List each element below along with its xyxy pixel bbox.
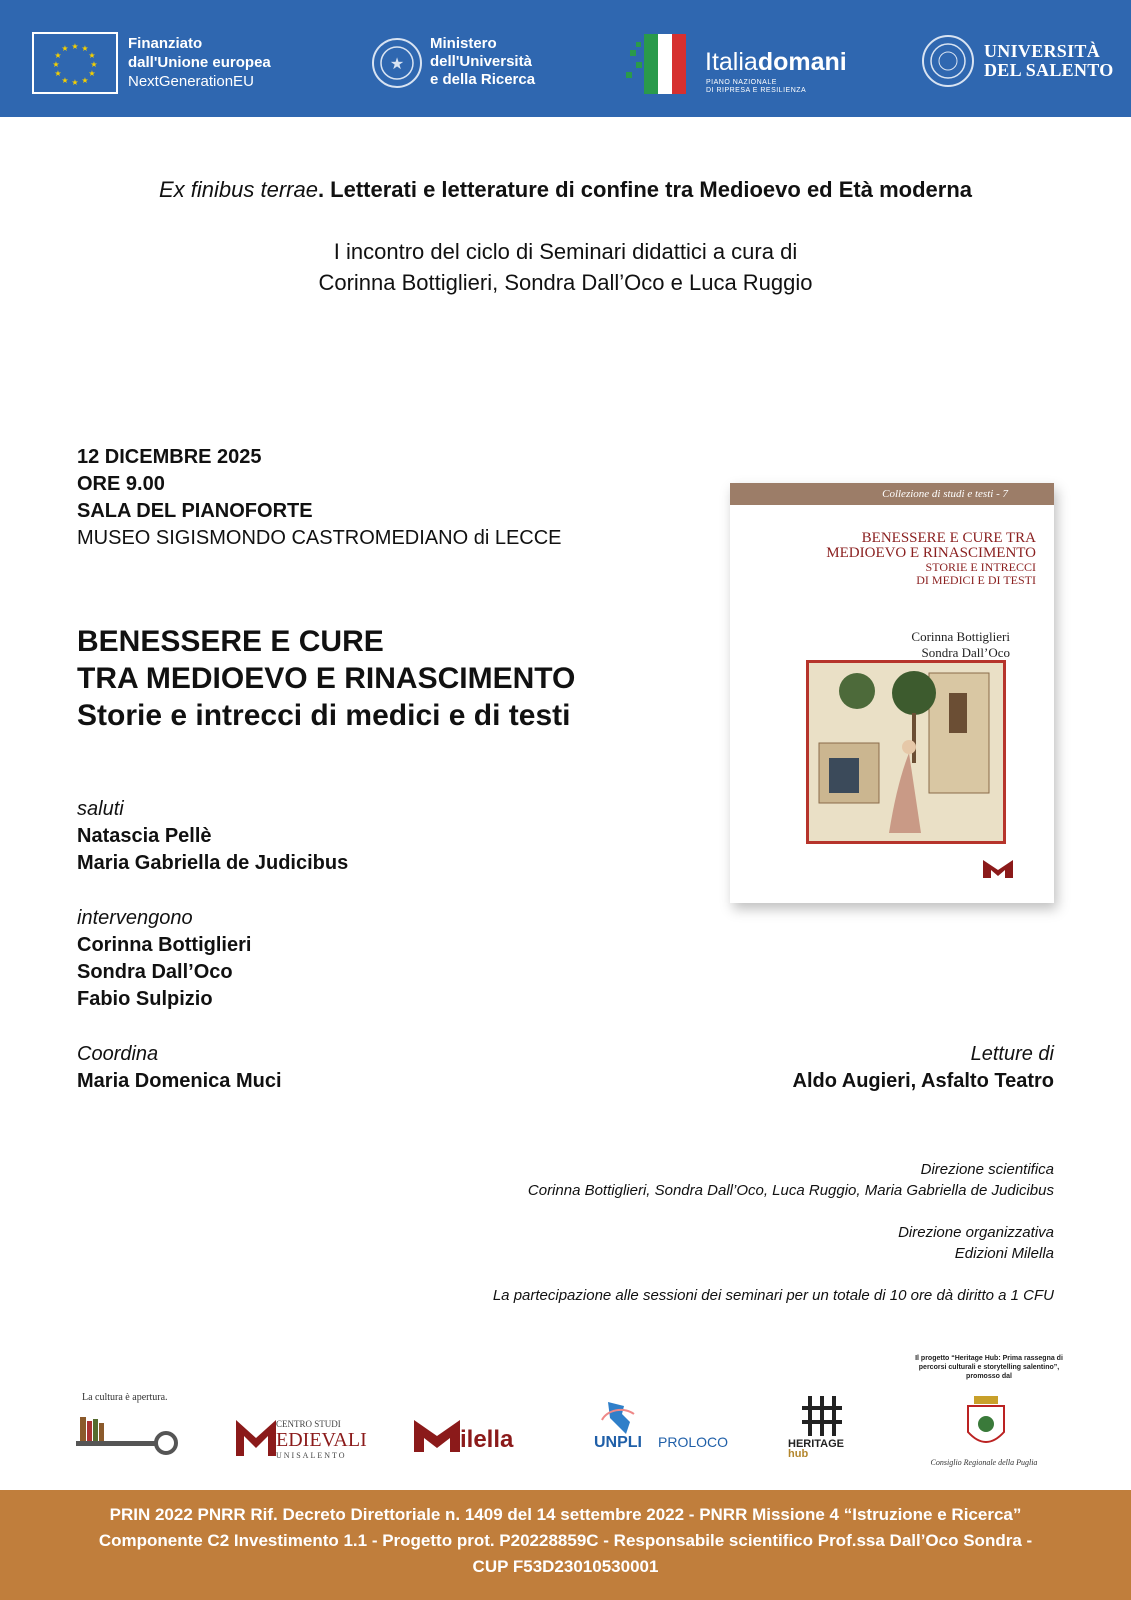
- mur-line3: e della Ricerca: [430, 71, 536, 88]
- event-venue: MUSEO SIGISMONDO CASTROMEDIANO di LECCE: [77, 527, 562, 549]
- italiadomani-title: [705, 48, 847, 77]
- svg-text:★: ★: [88, 69, 96, 78]
- organizational-direction-label: Direzione organizzativa: [898, 1224, 1054, 1241]
- italiadomani-suffix: domani: [757, 48, 847, 76]
- italiadomani-prefix: Italia: [705, 48, 758, 76]
- italiadomani-sub1: PIANO NAZIONALE: [706, 79, 777, 86]
- svg-text:★: ★: [61, 44, 69, 53]
- title-italic: Ex finibus terrae: [158, 177, 318, 202]
- unisalento-line2: DEL SALENTO: [984, 60, 1114, 80]
- svg-text:★: ★: [61, 76, 69, 85]
- scientific-direction-label: Direzione scientifica: [920, 1161, 1054, 1178]
- svg-text:★: ★: [71, 78, 79, 87]
- seminar-cycle-title: [0, 177, 1131, 203]
- footer-line3: CUP F53D23010530001: [472, 1557, 659, 1576]
- svg-text:★: ★: [52, 60, 60, 69]
- regione-name: Consiglio Regionale della Puglia: [930, 1458, 1038, 1467]
- svg-text:★: ★: [81, 76, 89, 85]
- cycle-subtitle-line1: I incontro del ciclo di Seminari didattici a cura di: [333, 239, 798, 264]
- unisalento-seal-icon: [922, 35, 974, 87]
- medievali-line3: UNISALENTO: [276, 1451, 347, 1460]
- regione-project-note: Il progetto “Heritage Hub: Prima rassegna di percorsi culturali e storytelling salentino”, promosso dal: [915, 1355, 1063, 1380]
- mur-line2: dell'Università: [430, 53, 532, 70]
- cover-title4: DI MEDICI E DI TESTI: [916, 573, 1036, 587]
- event-time: ORE 9.00: [77, 473, 165, 495]
- heritage-hub-icon: [800, 1396, 846, 1441]
- cover-author1: Corinna Bottiglieri: [911, 629, 1010, 644]
- medievali-text: [276, 1418, 367, 1462]
- italiadomani-mark-icon: [622, 28, 694, 100]
- unisalento-line1: UNIVERSITÀ: [984, 41, 1101, 61]
- italiadomani-sub2: DI RIPRESA E RESILIENZA: [706, 87, 807, 94]
- cover-title1: BENESSERE E CURE TRA: [861, 530, 1036, 546]
- book-cover-illustration: [806, 660, 1006, 844]
- event-details: [77, 444, 562, 552]
- eu-line3: NextGenerationEU: [128, 73, 254, 90]
- key-logo-icon: [76, 1413, 180, 1462]
- svg-text:★: ★: [389, 54, 405, 73]
- unisalento-logo-text: [984, 42, 1114, 80]
- svg-text:★: ★: [90, 60, 98, 69]
- book-title-line1: BENESSERE E CURE: [77, 625, 384, 658]
- speaker-name: Sondra Dall’Oco: [77, 961, 233, 983]
- coordina-label: Coordina: [77, 1043, 159, 1065]
- medievali-line1: CENTRO STUDI: [276, 1419, 341, 1429]
- saluti-label: saluti: [77, 798, 124, 820]
- book-title-line3: Storie e intrecci di medici e di testi: [77, 699, 571, 732]
- saluti-section: [77, 796, 348, 877]
- heritage-text: [788, 1438, 844, 1459]
- funding-footer: [0, 1490, 1131, 1600]
- header-band: [0, 0, 1131, 117]
- milella-book-logo-icon: [983, 858, 1013, 883]
- book-cover-authors: [730, 629, 1010, 661]
- letture-section: [654, 1041, 1054, 1095]
- book-series-band: [730, 483, 1054, 505]
- letture-label: Letture di: [970, 1043, 1054, 1065]
- cover-title2: MEDIOEVO E RINASCIMENTO: [826, 545, 1036, 561]
- speaker-name: Corinna Bottiglieri: [77, 934, 252, 956]
- svg-text:★: ★: [81, 44, 89, 53]
- title-rest: . Letterati e letterature di confine tra Medioevo ed Età moderna: [317, 177, 972, 202]
- medievali-line2: EDIEVALI: [276, 1429, 367, 1451]
- unpli-text: UNPLI: [594, 1434, 642, 1451]
- svg-text:★: ★: [71, 42, 79, 51]
- heritage-line1: HERITAGE: [788, 1438, 845, 1450]
- milella-logo-text: ilella: [460, 1426, 514, 1453]
- eu-line2: dall'Unione europea: [128, 54, 271, 71]
- intervengono-label: intervengono: [77, 907, 193, 929]
- saluti-name: Maria Gabriella de Judicibus: [77, 852, 349, 874]
- medievali-logo: [236, 1416, 276, 1461]
- italiadomani-subtitle: [706, 79, 806, 95]
- intervengono-section: [77, 905, 251, 1013]
- speaker-name: Fabio Sulpizio: [77, 988, 213, 1010]
- footer-line1: PRIN 2022 PNRR Rif. Decreto Direttoriale n. 1409 del 14 settembre 2022 - PNRR Missione 4 “Istruzione e Ricerca”: [109, 1505, 1022, 1524]
- coordinator-name: Maria Domenica Muci: [77, 1070, 282, 1092]
- eu-line1: Finanziato: [128, 35, 203, 52]
- cover-title3: STORIE E INTRECCI: [925, 560, 1036, 574]
- organizational-direction-name: Edizioni Milella: [954, 1245, 1054, 1262]
- event-date: 12 DICEMBRE 2025: [77, 446, 262, 468]
- cover-author2: Sondra Dall’Oco: [921, 645, 1010, 660]
- book-title-line2: TRA MEDIOEVO E RINASCIMENTO: [77, 662, 576, 695]
- event-room: SALA DEL PIANOFORTE: [77, 500, 313, 522]
- puglia-shield-icon: [964, 1396, 1008, 1457]
- mur-emblem-icon: [372, 38, 422, 88]
- proloco-text: PROLOCO: [658, 1434, 729, 1450]
- svg-text:★: ★: [54, 51, 62, 60]
- book-cover: [730, 483, 1054, 903]
- letture-name: Aldo Augieri, Asfalto Teatro: [792, 1070, 1054, 1092]
- credits-block: [254, 1159, 1054, 1306]
- cultura-slogan: La cultura è apertura.: [82, 1392, 168, 1403]
- heritage-line2: hub: [788, 1448, 809, 1460]
- book-cover-title: [730, 531, 1036, 587]
- saluti-name: Natascia Pellè: [77, 825, 212, 847]
- svg-text:★: ★: [88, 51, 96, 60]
- cfu-note: La partecipazione alle sessioni dei seminari per un totale di 10 ore dà diritto a 1 CFU: [492, 1287, 1054, 1304]
- book-series: Collezione di studi e testi - 7: [882, 488, 1008, 500]
- eu-funding-text: [128, 34, 271, 91]
- mur-line1: Ministero: [430, 35, 497, 52]
- mur-logo-text: [430, 35, 535, 89]
- cycle-subtitle-line2: Corinna Bottiglieri, Sondra Dall’Oco e Luca Ruggio: [318, 270, 813, 295]
- coordina-section: [77, 1041, 282, 1095]
- svg-text:★: ★: [54, 69, 62, 78]
- scientific-direction-names: Corinna Bottiglieri, Sondra Dall’Oco, Luca Ruggio, Maria Gabriella de Judicibus: [527, 1182, 1054, 1199]
- book-presentation-title: [77, 623, 575, 734]
- milella-logo-icon: [414, 1418, 460, 1457]
- eu-flag-logo: [32, 32, 118, 94]
- footer-line2: Componente C2 Investimento 1.1 - Progetto prot. P20228859C - Responsabile scientifico Prof.ssa Dall’Oco Sondra -: [98, 1531, 1033, 1550]
